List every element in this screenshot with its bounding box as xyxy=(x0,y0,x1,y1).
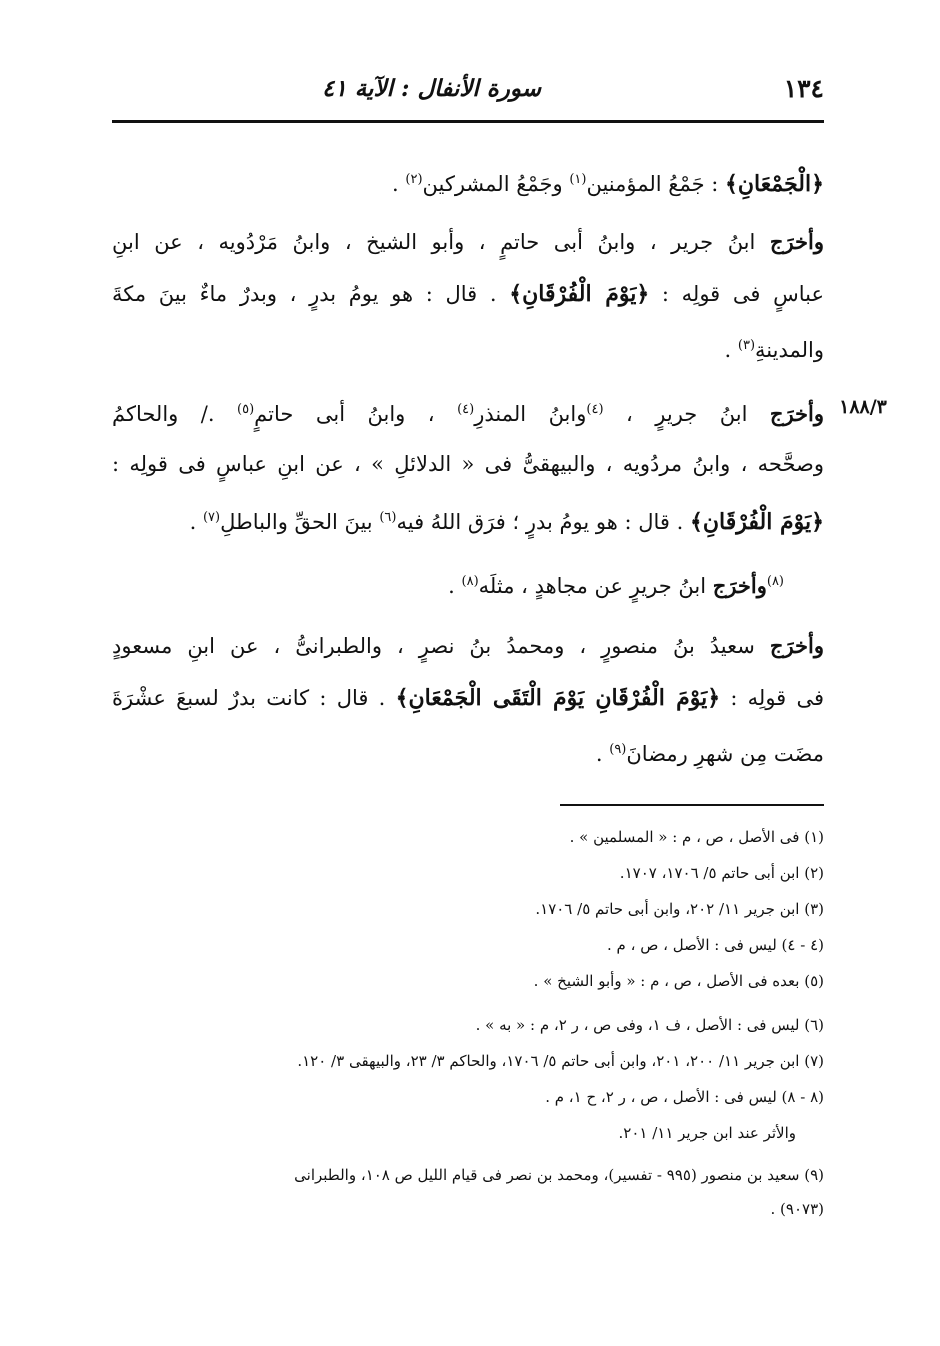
text-run: ابنُ جريرٍ ، xyxy=(603,402,770,426)
text-line xyxy=(112,222,824,262)
footnote-marker: (٨) xyxy=(461,574,479,589)
text-line xyxy=(112,326,824,366)
footnote: (٧) ابن جرير ١١/ ٢٠٠، ٢٠١، وابن أبى حاتم ٥/ ١٧٠٦، والحاكم ٣/ ٢٣، والبيهقى ٣/ ١٢٠. xyxy=(297,1052,824,1070)
page-header xyxy=(112,66,824,110)
text-run: عباسٍ فى قولِه : xyxy=(649,282,824,306)
text-run: . xyxy=(448,574,462,598)
footnote-marker: (٩) xyxy=(609,742,627,757)
footnote-continuation: (٩٠٧٣) . xyxy=(770,1200,824,1218)
footnote: (٩) سعيد بن منصور (٩٩٥ - تفسير)، ومحمد بن نصر فى قيام الليل ص ١٠٨، والطبرانى xyxy=(294,1166,824,1184)
text-run: . xyxy=(392,172,406,196)
footnote-marker: (٦) xyxy=(379,510,397,525)
text-run: وصحَّحه ، وابنُ مردُويه ، والبيهقىُّ فى « الدلائلِ » ، عن ابنِ عباسٍ فى قولِه : xyxy=(112,452,824,476)
text-run: مضَت مِن شهرِ رمضانَ xyxy=(626,742,824,766)
footnote: (٥) بعده فى الأصل ، ص ، م : « وأبو الشيخ » . xyxy=(533,972,824,990)
text-line xyxy=(112,498,824,538)
quran-quote: ﴿يَوْمَ الْفُرْقَانِ﴾ xyxy=(689,509,824,535)
header-rule xyxy=(112,120,824,123)
page-number: ١٣٤ xyxy=(783,73,824,103)
text-run: وابنُ المنذرِ xyxy=(474,402,587,426)
text-run: : جَمْعُ المؤمنين xyxy=(586,172,725,196)
lead-word: وأخرَج xyxy=(769,229,824,254)
text-line xyxy=(112,626,824,666)
text-run: بينَ الحقِّ والباطلِ xyxy=(220,510,380,534)
text-line xyxy=(112,444,824,484)
text-run: . قال : كانت بدرٌ لسبعَ عشْرَةَ xyxy=(112,686,396,710)
text-run: ./ والحاكمُ xyxy=(112,402,238,426)
text-run: . xyxy=(595,742,610,766)
footnote: (٦) ليس فى : الأصل ، ف ١، وفى ص ، ر ٢، م : « به » . xyxy=(475,1016,824,1034)
running-title: سورة الأنفال : الآية ٤١ xyxy=(322,74,542,102)
text-run: والمدينةِ xyxy=(755,338,824,362)
text-line xyxy=(112,390,824,430)
footnote-marker: (٧) xyxy=(202,510,221,525)
footnote: (٨ - ٨) ليس فى : الأصل ، ص ، ر ٢، ح ١، م . xyxy=(545,1088,824,1106)
footnote-separator xyxy=(560,804,824,806)
footnote-marker: (٨) xyxy=(766,574,784,589)
footnote-marker: (٤) xyxy=(586,402,604,417)
text-run: فى قولِه : xyxy=(720,686,825,710)
margin-note: ١٨٨/٣ xyxy=(839,396,887,418)
footnote-marker: (٥) xyxy=(237,402,255,417)
text-line xyxy=(112,730,824,770)
quran-quote: ﴿الْجَمْعَانِ﴾ xyxy=(725,171,824,197)
text-run: . قال : هو يومُ بدرٍ ؛ فرَق اللهُ فيه xyxy=(396,510,690,534)
footnote: (٢) ابن أبى حاتم ٥/ ١٧٠٦، ١٧٠٧. xyxy=(619,864,824,882)
footnote: (١) فى الأصل ، ص ، م : « المسلمين » . xyxy=(569,828,824,846)
text-run: وجَمْعُ المشركين xyxy=(422,172,570,196)
lead-word: وأخرَج xyxy=(712,573,767,598)
text-run: . xyxy=(724,338,738,362)
quran-quote: ﴿يَوْمَ الْفُرْقَانِ يَوْمَ الْتَقَى الْجَمْعَانِ﴾ xyxy=(395,685,721,711)
footnote-marker: (٣) xyxy=(737,338,756,353)
text-line xyxy=(112,160,824,200)
text-run: سعيدُ بنُ منصورٍ ، ومحمدُ بنُ نصرٍ ، والطبرانىُّ ، عن ابنِ مسعودٍ xyxy=(112,634,770,658)
text-run: ، وابنُ أبى حاتمٍ xyxy=(254,402,458,426)
footnote-continuation: والأثر عند ابن جرير ١١/ ٢٠١. xyxy=(618,1124,796,1142)
lead-word: وأخرَج xyxy=(769,401,825,426)
footnote-marker: (١) xyxy=(569,172,587,187)
footnote: (٤ - ٤) ليس فى : الأصل ، ص ، م . xyxy=(607,936,824,954)
text-line xyxy=(112,562,824,602)
text-line xyxy=(112,678,824,718)
footnote-marker: (٢) xyxy=(405,172,423,187)
quran-quote: ﴿يَوْمَ الْفُرْقَانِ﴾ xyxy=(509,281,650,307)
text-line xyxy=(112,274,824,314)
text-run: . xyxy=(189,510,203,534)
footnote: (٣) ابن جرير ١١/ ٢٠٢، وابن أبى حاتم ٥/ ١٧٠٦. xyxy=(535,900,824,918)
lead-word: وأخرَج xyxy=(769,633,824,658)
text-run: ابنُ جريرٍ عن مجاهدٍ ، مثلَه xyxy=(478,574,713,598)
footnote-marker: (٤) xyxy=(457,402,475,417)
text-run: . قال : هو يومُ بدرٍ ، وبدرٌ ماءٌ بينَ مكةَ xyxy=(112,282,510,306)
text-run: ابنُ جرير ، وابنُ أبى حاتمٍ ، وأبو الشيخ ، وابنُ مَرْدُويه ، عن ابنِ xyxy=(112,230,770,254)
